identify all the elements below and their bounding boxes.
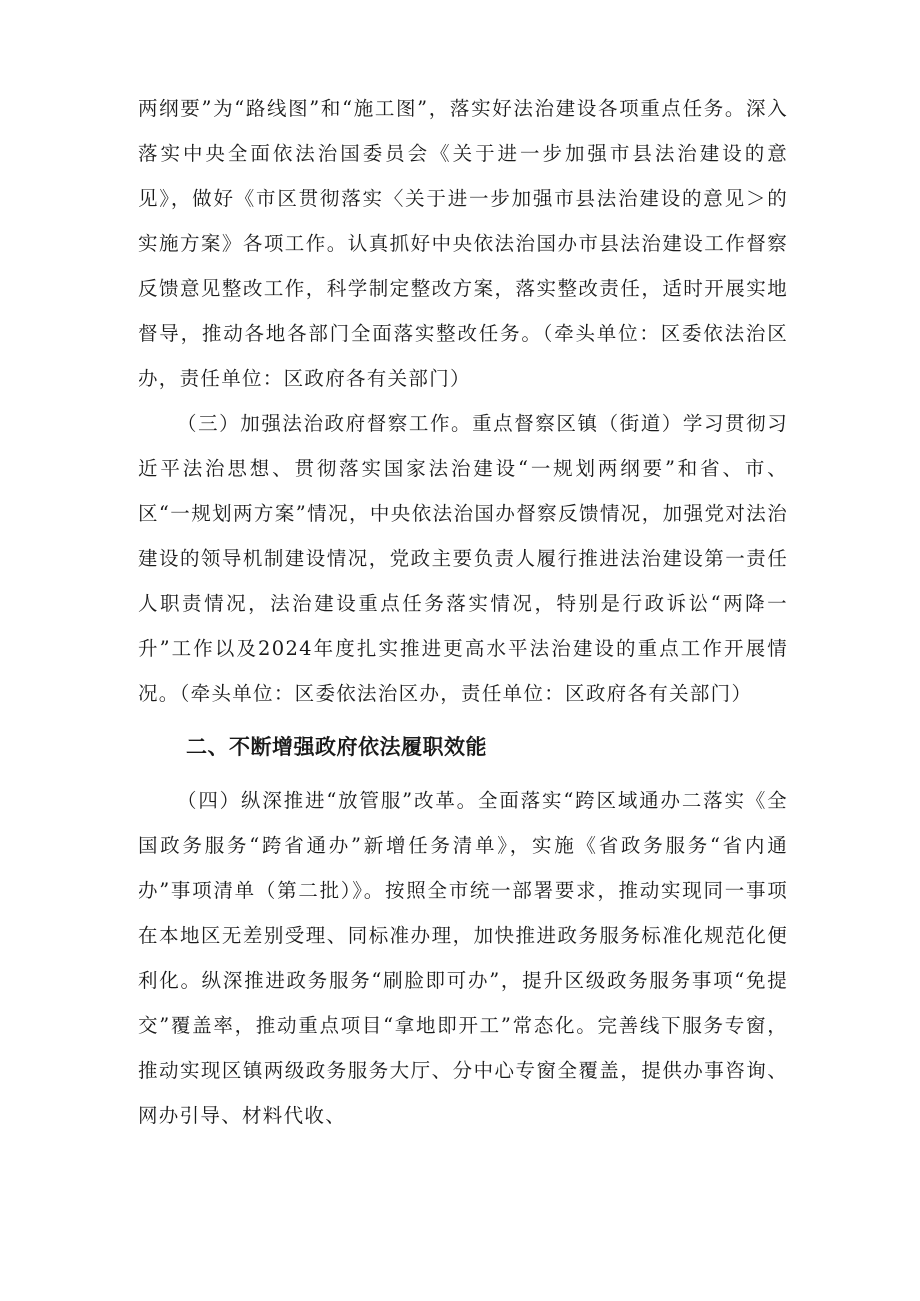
paragraph-reform: （四）纵深推进“放管服”改革。全面落实“跨区域通办二落实《全国政务服务“跨省通办”新增任务清单》，实施《省政务服务“省内通办”事项清单（第二批）》。按照全市统一部署要求，推动实现同一事项在本地区无差别受理、同标准办理，加快推进政务服务标准化规范化便利化。纵深推进政务服务“刷脸即可办”，提升区级政务服务事项“免提交”覆盖率，推动重点项目“拿地即开工”常态化。完善线下服务专窗，推动实现区镇两级政务服务大厅、分中心专窗全覆盖，提供办事咨询、网办引导、材料代收、 (138, 789, 788, 1127)
paragraph-supervision: （三）加强法治政府督察工作。重点督察区镇（街道）学习贯彻习近平法治思想、贯彻落实国家法治建设“一规划两纲要”和省、市、区“一规划两方案”情况，中央依法治国办督察反馈情况，加强党对法治建设的领导机制建设情况，党政主要负责人履行推进法治建设第一责任人职责情况，法治建设重点任务落实情况，特别是行政诉讼“两降一升”工作以及2024年度扎实推进更高水平法治建设的重点工作开展情况。（牵头单位：区委依法治区办，责任单位：区政府各有关部门） (138, 412, 788, 705)
paragraph-continued: 两纲要”为“路线图”和“施工图”，落实好法治建设各项重点任务。深入落实中央全面依法治国委员会《关于进一步加强市县法治建设的意见》，做好《市区贯彻落实〈关于进一步加强市县法治建设的意见＞的实施方案》各项工作。认真抓好中央依法治国办市县法治建设工作督察反馈意见整改工作，科学制定整改方案，落实整改责任，适时开展实地督导，推动各地各部门全面落实整改任务。（牵头单位：区委依法治区办，责任单位：区政府各有关部门） (138, 97, 788, 390)
section-heading: 二、不断增强政府依法履职效能 (186, 735, 487, 759)
